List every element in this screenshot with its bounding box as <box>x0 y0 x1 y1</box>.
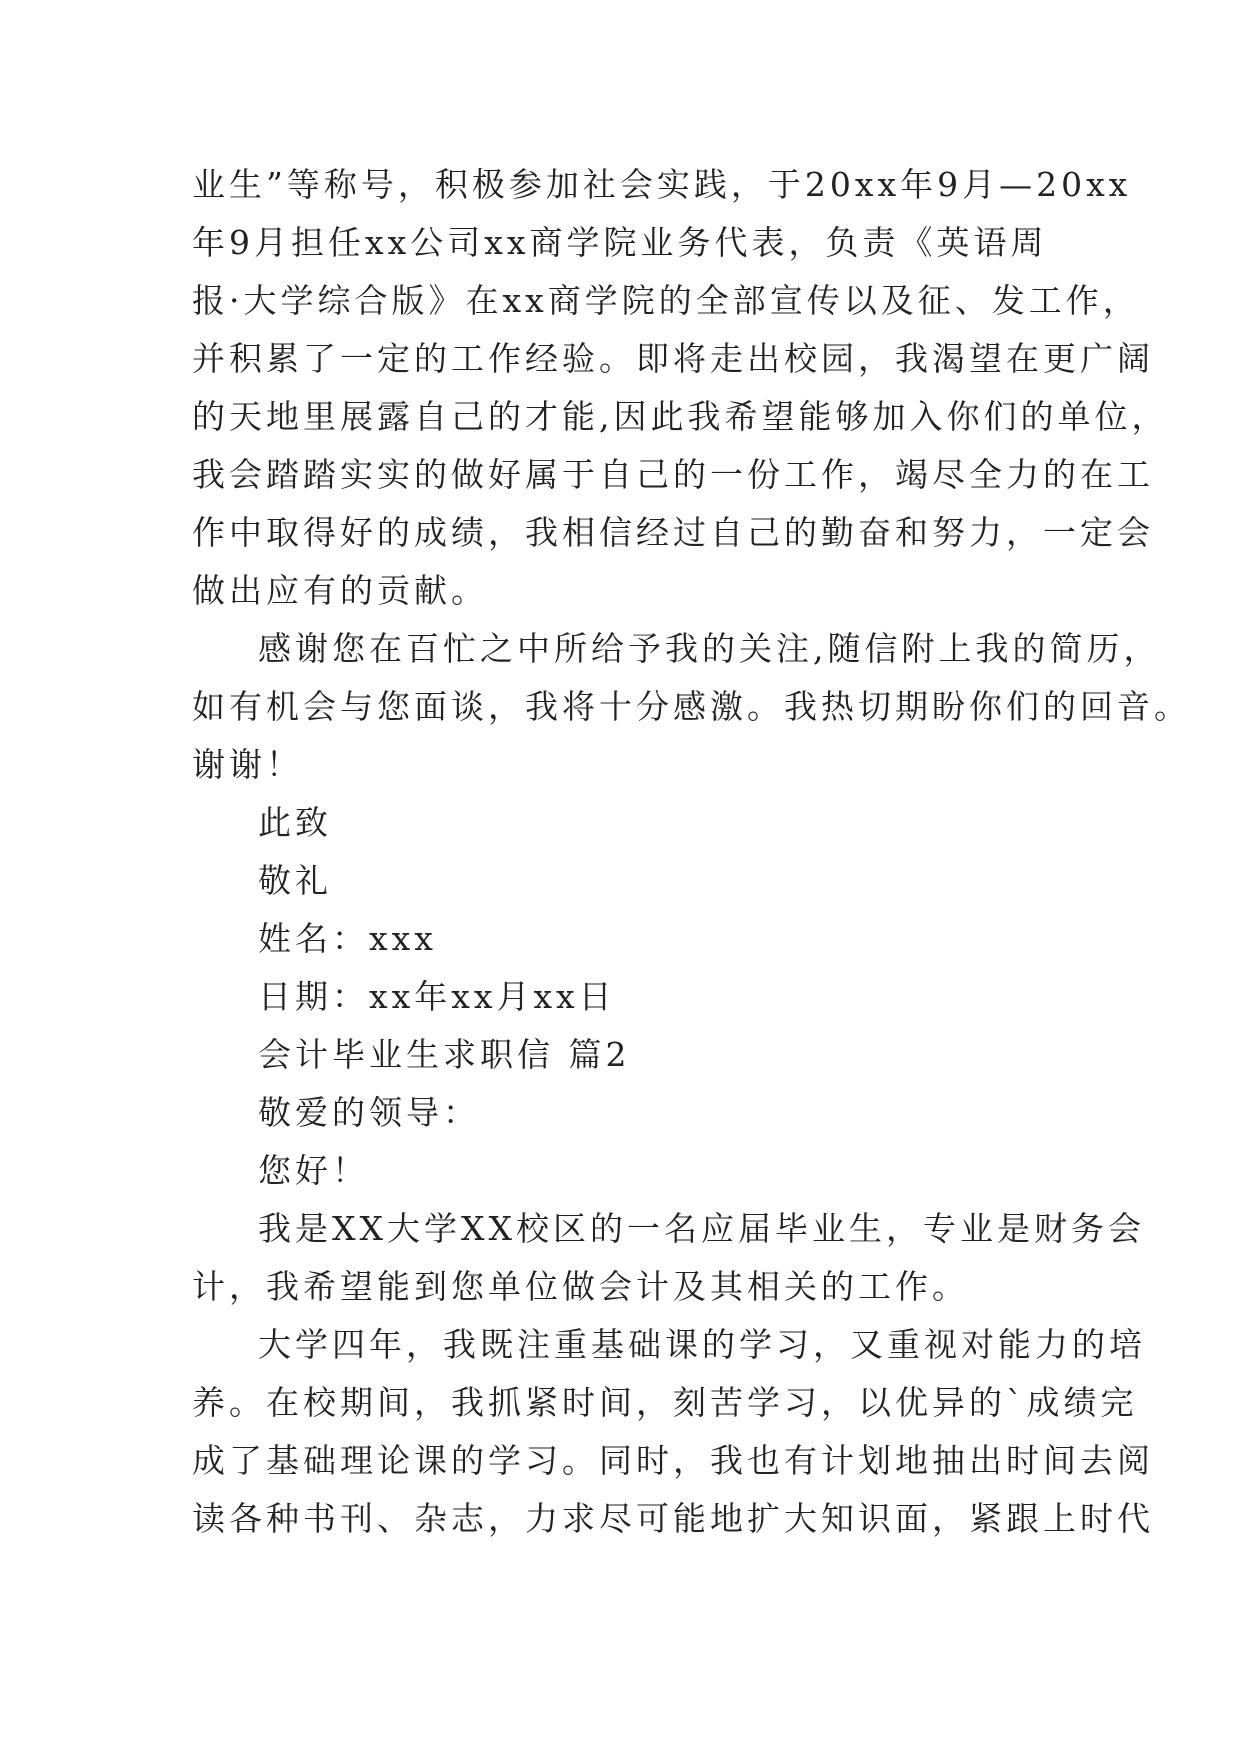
text-line: 作中取得好的成绩，我相信经过自己的勤奋和努力，一定会 <box>192 513 1154 552</box>
text-line: 养。在校期间，我抓紧时间，刻苦学习，以优异的`成绩完 <box>192 1383 1138 1422</box>
greeting: 敬爱的领导： <box>258 1093 480 1132</box>
text-line: 我会踏踏实实的做好属于自己的一份工作，竭尽全力的在工 <box>192 455 1154 494</box>
text-line: 成了基础理论课的学习。同时，我也有计划地抽出时间去阅 <box>192 1441 1154 1480</box>
section-heading: 会计毕业生求职信 篇2 <box>258 1035 631 1074</box>
signature-date: 日期：xx年xx月xx日 <box>258 977 616 1016</box>
letter-body <box>192 156 1191 1548</box>
text-line: 的天地里展露自己的才能,因此我希望能够加入你们的单位， <box>192 397 1169 436</box>
text-line: 感谢您在百忙之中所给予我的关注,随信附上我的简历， <box>258 629 1161 668</box>
closing-regards: 敬礼 <box>258 861 332 900</box>
text-line: 年9月担任xx公司xx商学院业务代表，负责《英语周 <box>192 223 1048 262</box>
text-line: 如有机会与您面谈，我将十分感激。我热切期盼你们的回音。 <box>192 687 1191 726</box>
greeting-hello: 您好！ <box>258 1151 369 1190</box>
text-line: 我是XX大学XX校区的一名应届毕业生，专业是财务会 <box>258 1209 1145 1248</box>
text-line: 报·大学综合版》在xx商学院的全部宣传以及征、发工作， <box>192 281 1140 320</box>
closing-salutation: 此致 <box>258 803 332 842</box>
text-line: 做出应有的贡献。 <box>192 571 488 610</box>
text-line: 并积累了一定的工作经验。即将走出校园，我渴望在更广阔 <box>192 339 1154 378</box>
text-line: 计，我希望能到您单位做会计及其相关的工作。 <box>192 1267 969 1306</box>
text-line: 谢谢！ <box>192 745 303 784</box>
text-line: 业生”等称号，积极参加社会实践，于20xx年9月—20xx <box>192 165 1132 204</box>
text-line: 读各种书刊、杂志，力求尽可能地扩大知识面，紧跟上时代 <box>192 1499 1154 1538</box>
signature-name: 姓名：xxx <box>258 919 437 958</box>
text-line: 大学四年，我既注重基础课的学习，又重视对能力的培 <box>258 1325 1146 1364</box>
